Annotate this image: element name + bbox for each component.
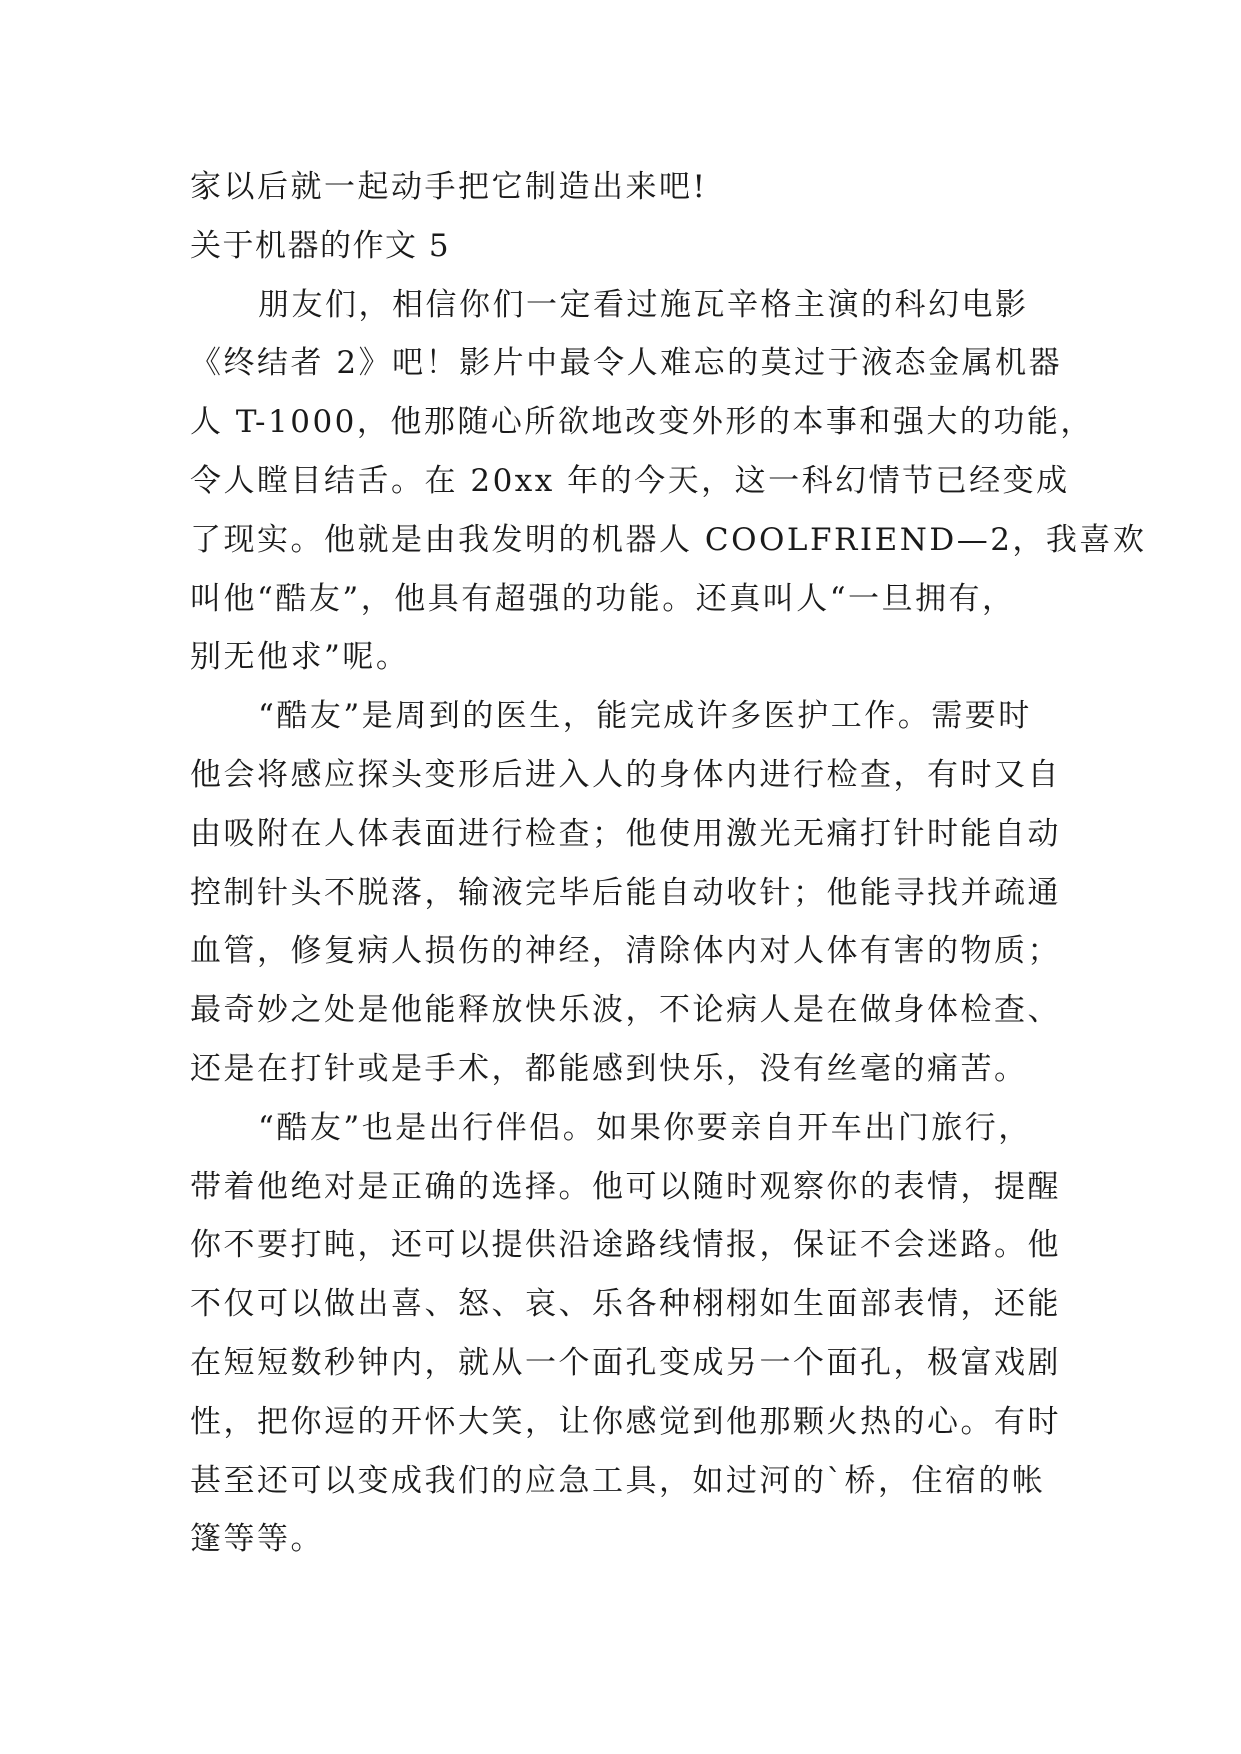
- paragraph-line: 人 T-1000，他那随心所欲地改变外形的本事和强大的功能，: [190, 404, 1094, 441]
- paragraph-line: 在短短数秒钟内，就从一个面孔变成另一个面孔，极富戏剧: [190, 1344, 1061, 1381]
- paragraph-line: 别无他求”呢。: [190, 639, 410, 676]
- paragraph-line: “酷友”是周到的医生，能完成许多医护工作。需要时: [258, 698, 1032, 735]
- continuation-line: 家以后就一起动手把它制造出来吧!: [190, 169, 708, 205]
- paragraph-line: 篷等等。: [190, 1521, 324, 1558]
- paragraph-line: 他会将感应探头变形后进入人的身体内进行检查，有时又自: [190, 756, 1061, 793]
- paragraph-line: 由吸附在人体表面进行检查；他使用激光无痛打针时能自动: [190, 815, 1061, 852]
- paragraph-line: 还是在打针或是手术，都能感到快乐，没有丝毫的痛苦。: [190, 1050, 1028, 1087]
- paragraph-line: 最奇妙之处是他能释放快乐波，不论病人是在做身体检查、: [190, 992, 1061, 1029]
- paragraph-line: 朋友们，相信你们一定看过施瓦辛格主演的科幻电影: [258, 286, 1029, 323]
- paragraph-1: [190, 276, 1147, 688]
- paragraph-line: 叫他“酷友”，他具有超强的功能。还真叫人“一旦拥有，: [190, 580, 1016, 617]
- paragraph-3: [190, 1099, 1070, 1569]
- paragraph-line: 控制针头不脱落，输液完毕后能自动收针；他能寻找并疏通: [190, 874, 1061, 911]
- paragraph-line: 令人瞠目结舌。在 20xx 年的今天，这一科幻情节已经变成: [190, 462, 1070, 499]
- essay-title: 关于机器的作文 5: [190, 227, 451, 264]
- document-page: [190, 158, 1147, 1569]
- paragraph-line: “酷友”也是出行伴侣。如果你要亲自开车出门旅行，: [258, 1109, 1032, 1146]
- paragraph-line: 甚至还可以变成我们的应急工具，如过河的`桥，住宿的帐: [190, 1462, 1046, 1499]
- paragraph-line: 带着他绝对是正确的选择。他可以随时观察你的表情，提醒: [190, 1168, 1061, 1205]
- paragraph-line: 性，把你逗的开怀大笑，让你感觉到他那颗火热的心。有时: [190, 1403, 1061, 1440]
- paragraph-line: 血管，修复病人损伤的神经，清除体内对人体有害的物质；: [190, 933, 1061, 970]
- paragraph-line: 《终结者 2》吧！影片中最令人难忘的莫过于液态金属机器: [190, 345, 1063, 382]
- paragraph-line: 你不要打盹，还可以提供沿途路线情报，保证不会迷路。他: [190, 1227, 1061, 1264]
- paragraph-line: 不仅可以做出喜、怒、哀、乐各种栩栩如生面部表情，还能: [190, 1286, 1061, 1323]
- paragraph-line: 了现实。他就是由我发明的机器人 COOLFRIEND—2，我喜欢: [190, 521, 1147, 558]
- paragraph-2: [190, 687, 1070, 1099]
